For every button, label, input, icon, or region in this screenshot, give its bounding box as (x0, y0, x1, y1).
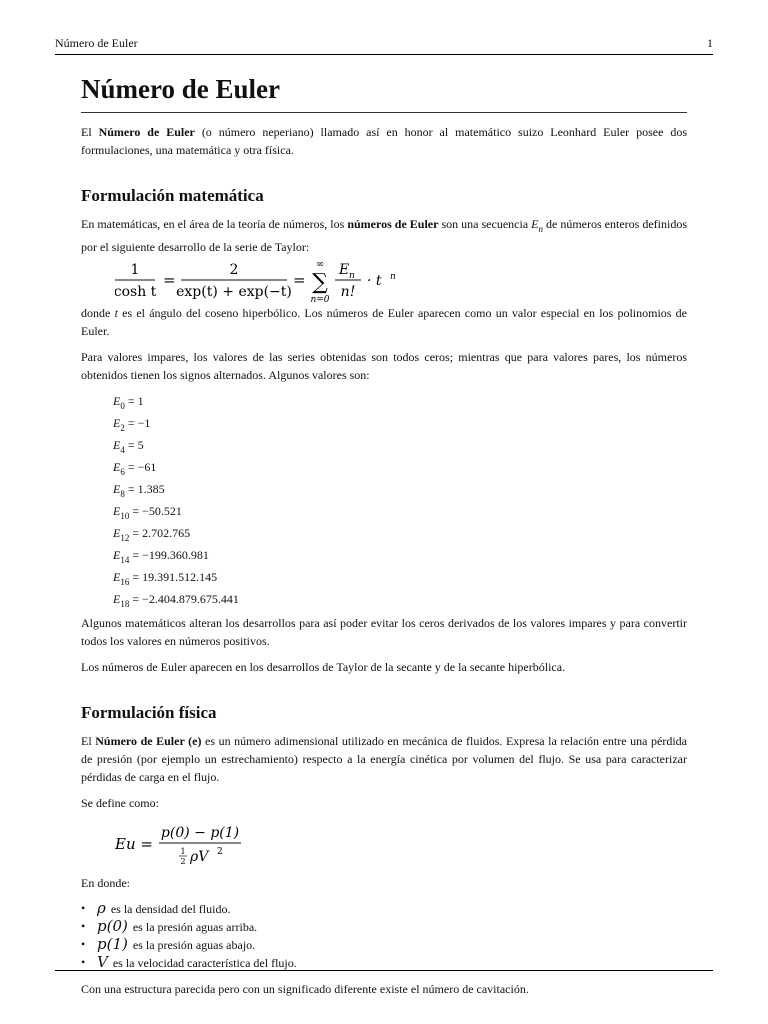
taylor-formula-svg (115, 258, 415, 304)
eu-den-sup: 2 (217, 847, 223, 857)
eu-half-den: 2 (180, 857, 186, 866)
eu-formula-svg (115, 822, 335, 866)
sum-lower: n=0 (310, 295, 330, 304)
list-item: $E_4 = 5$ (113, 438, 144, 455)
list-item: $E_2 = -1$ (113, 416, 151, 433)
bullet-mark: • (81, 901, 86, 915)
math-paragraph-2: donde t es el ángulo del coseno hiperbólico. Los números de Euler aparecen como un valor especial en los polinomios de Euler. (81, 306, 688, 338)
article-body (81, 72, 687, 1006)
intro-paragraph: El Número de Euler (o número neperiano) llamado así en honor al matemático suizo Leonhard Euler posee dos formulaciones, una matemática y otra física. (81, 125, 688, 157)
section-heading-math: Formulación matemática (81, 186, 264, 205)
physics-paragraph-3: En donde: (81, 876, 130, 890)
footer-rule (55, 970, 713, 971)
frac3-numerator-sub: n (349, 271, 355, 281)
physics-paragraph-2: Se define como: (81, 796, 159, 810)
list-item: • p(0) es la presión aguas arriba. (81, 917, 258, 935)
list-item: $E_0 = 1$ (113, 394, 144, 411)
list-item: $E_{18} = -2.404.879.675.441$ (113, 592, 239, 609)
equals-1: = (163, 271, 176, 289)
sum-symbol: ∑ (312, 270, 328, 295)
list-item: $E_8 = 1.385$ (113, 482, 165, 499)
running-header (55, 36, 713, 55)
page-title: Número de Euler (81, 72, 687, 113)
frac1-denominator: cosh t (115, 284, 157, 300)
taylor-series-formula (115, 258, 687, 304)
section-heading-physics: Formulación física (81, 703, 217, 722)
frac1-numerator: 1 (130, 262, 140, 278)
bullet-mark: • (81, 919, 86, 933)
frac2-denominator: exp(t) + exp(−t) (176, 284, 292, 300)
list-item: $E_{16} = 19.391.512.145$ (113, 570, 218, 587)
list-item: $E_{12} = 2.702.765$ (113, 526, 191, 543)
math-paragraph-3: Para valores impares, los valores de las series obtenidas son todos ceros; mientras que para valores pares, los números obtenidos tienen los signos alternados. Algunos valores son: (81, 350, 687, 382)
formula-tail: · t (367, 273, 382, 289)
eu-numerator: p(0) − p(1) (160, 825, 240, 841)
bullet-mark: • (81, 955, 86, 969)
bullet-mark: • (81, 937, 86, 951)
math-paragraph-4: Algunos matemáticos alteran los desarrollos para así poder evitar los ceros derivados de los valores impares y para convertir todos los valores en números positivos. (81, 616, 687, 648)
list-item: • p(1) es la presión aguas abajo. (81, 935, 256, 953)
frac3-numerator: E (339, 262, 350, 278)
header-title: Número de Euler (55, 36, 138, 50)
page-number: 1 (707, 36, 713, 50)
list-item: • ρ es la densidad del fluido. (81, 899, 231, 917)
math-paragraph-5: Los números de Euler aparecen en los desarrollos de Taylor de la secante y de la secante hiperbólica. (81, 660, 566, 674)
physics-paragraph-4: Con una estructura parecida pero con un significado diferente existe el número de cavitación. (81, 982, 529, 996)
list-item: $E_{14} = -199.360.981$ (113, 548, 209, 565)
list-item: $E_6 = -61$ (113, 460, 157, 477)
euler-values-list (81, 392, 687, 612)
list-item: • V es la velocidad característica del flujo. (81, 953, 297, 971)
frac2-numerator: 2 (229, 262, 239, 278)
formula-tail-sup: n (390, 272, 396, 282)
euler-number-formula (115, 822, 687, 866)
list-item: $E_{10} = -50.521$ (113, 504, 182, 521)
eu-lhs: Eu = (115, 835, 153, 853)
math-paragraph-1: En matemáticas, en el área de la teoría de números, los números de Euler son una secuencia $E_n$ de números enteros definidos por el siguiente desarrollo de la serie de Taylor: (81, 217, 687, 254)
equals-2: = (293, 271, 306, 289)
eu-half-num: 1 (180, 847, 186, 856)
physics-paragraph-1: El Número de Euler (e) es un número adimensional utilizado en mecánica de fluidos. Expresa la relación entre una pérdida de presión (por ejemplo un estrechamiento) respecto a la energía cinética por volumen del flujo. Se usa para caracterizar pérdidas de carga en el flujo. (81, 734, 687, 784)
sum-upper: ∞ (315, 259, 325, 270)
eu-den-rest: ρV (190, 849, 209, 865)
intro-bold-term: Número de Euler (98, 125, 195, 139)
variable-definitions-list (81, 900, 687, 972)
frac3-denominator: n! (340, 284, 356, 300)
